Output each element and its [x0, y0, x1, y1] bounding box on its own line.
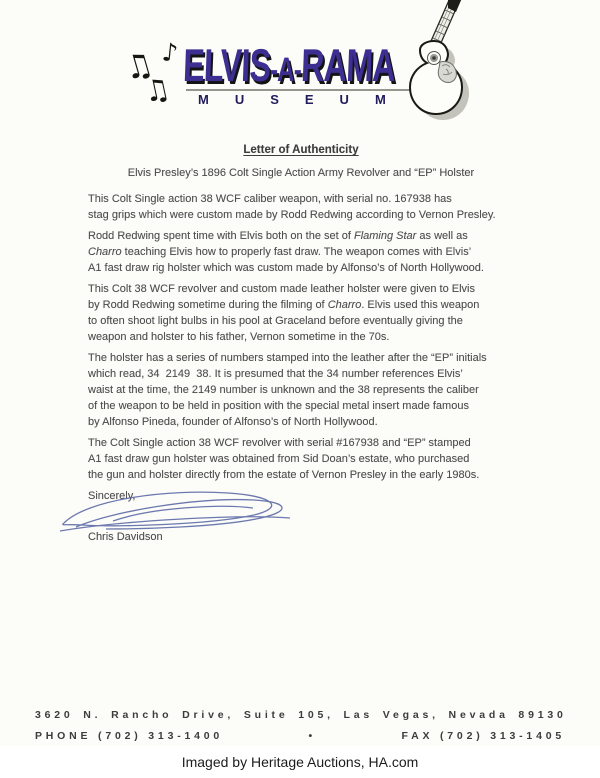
letter-line [88, 244, 514, 260]
text-run: This Colt 38 WCF revolver and custom made leather holster were given to Elvis [88, 283, 475, 295]
text-run: The Colt Single action 38 WCF revolver with serial #167938 and “EP” stamped [88, 437, 471, 449]
text-run: stag grips which were custom made by Rodd Redwing according to Vernon Presley. [88, 209, 496, 221]
text-run: . Elvis used this weapon [361, 299, 480, 311]
letter-line [88, 435, 514, 451]
letter-line [88, 297, 514, 313]
signature [58, 487, 298, 535]
text-run: of the weapon to be held in position with the special metal insert made famous [88, 400, 469, 412]
letter-line [88, 228, 514, 244]
contact-line [35, 730, 565, 742]
signer-name: Chris Davidson [88, 531, 163, 543]
text-run: which read, 34 2149 38. It is presumed that the 34 number references Elvis’ [88, 368, 463, 380]
separator-dot: • [308, 730, 316, 742]
text-run: A1 fast draw rig holster which was custom made by Alfonso’s of North Hollywood. [88, 262, 484, 274]
letter-line [88, 398, 514, 414]
letter-line [88, 467, 514, 483]
logo-word-rama: RAMA [300, 39, 397, 91]
letter-line [88, 451, 514, 467]
beamed-note-icon: ♫ [140, 70, 174, 110]
movie-title: Charro [327, 299, 362, 311]
paragraph-1 [88, 191, 514, 223]
text-run: teaching Elvis how to properly fast draw. The weapon comes with Elvis’ [121, 246, 472, 258]
text-run: weapon and holster to his father, Vernon sometime in the 70s. [88, 331, 390, 343]
letter-line [88, 366, 514, 382]
elvis-a-rama-logo [182, 39, 397, 91]
museum-label: MUSEUM [198, 92, 412, 107]
text-run: to often shoot light bulbs in his pool at Graceland before eventually giving the [88, 315, 463, 327]
letter-subject: Elvis Presley’s 1896 Colt Single Action Army Revolver and “EP” Holster [127, 167, 475, 179]
closing-salutation: Sincerely, [88, 490, 136, 502]
text-run: by Alfonso Pineda, founder of Alfonso’s of North Hollywood. [88, 416, 378, 428]
text-run: The holster has a series of numbers stamped into the leather after the “EP” initials [88, 352, 487, 364]
text-run: waist at the time, the 2149 number is unknown and the 38 represents the caliber [88, 384, 479, 396]
address-line: 3620 N. Rancho Drive, Suite 105, Las Vegas, Nevada 89130 [35, 709, 567, 721]
paragraph-3 [88, 281, 514, 345]
logo-word-elvis: ELVIS [182, 39, 272, 91]
paragraph-4 [88, 350, 514, 430]
letter-line [88, 313, 514, 329]
letter-line [88, 382, 514, 398]
phone-number: PHONE (702) 313-1400 [35, 730, 224, 742]
letter-line [88, 207, 514, 223]
movie-title: Flaming Star [353, 230, 417, 242]
text-run: Rodd Redwing spent time with Elvis both on the set of [88, 230, 354, 242]
letter-line [88, 191, 514, 207]
text-run: the gun and holster directly from the estate of Vernon Presley in the early 1980s. [88, 469, 480, 481]
image-credit: Imaged by Heritage Auctions, HA.com [0, 746, 600, 778]
letterhead-footer [35, 709, 565, 742]
logo-word-a: -A- [269, 51, 302, 89]
letter-line [88, 260, 514, 276]
fax-number: FAX (702) 313-1405 [401, 730, 565, 742]
beamed-note-icon: ♫ [119, 43, 158, 89]
letter-body [88, 142, 514, 545]
letter-line [88, 414, 514, 430]
text-run: This Colt Single action 38 WCF caliber weapon, with serial no. 167938 has [88, 193, 452, 205]
paragraph-5 [88, 435, 514, 483]
letter-line [88, 350, 514, 366]
letter-title: Letter of Authenticity [243, 144, 359, 156]
text-run: as well as [416, 230, 468, 242]
guitar-icon [390, 0, 482, 126]
text-run: by Rodd Redwing sometime during the filming of [88, 299, 328, 311]
letter-line [88, 329, 514, 345]
movie-title: Charro [88, 246, 122, 258]
letter-line [88, 281, 514, 297]
text-run: A1 fast draw gun holster was obtained from Sid Doan’s estate, who purchased [88, 453, 470, 465]
eighth-note-icon: ♪ [160, 37, 180, 68]
paragraph-2 [88, 228, 514, 276]
